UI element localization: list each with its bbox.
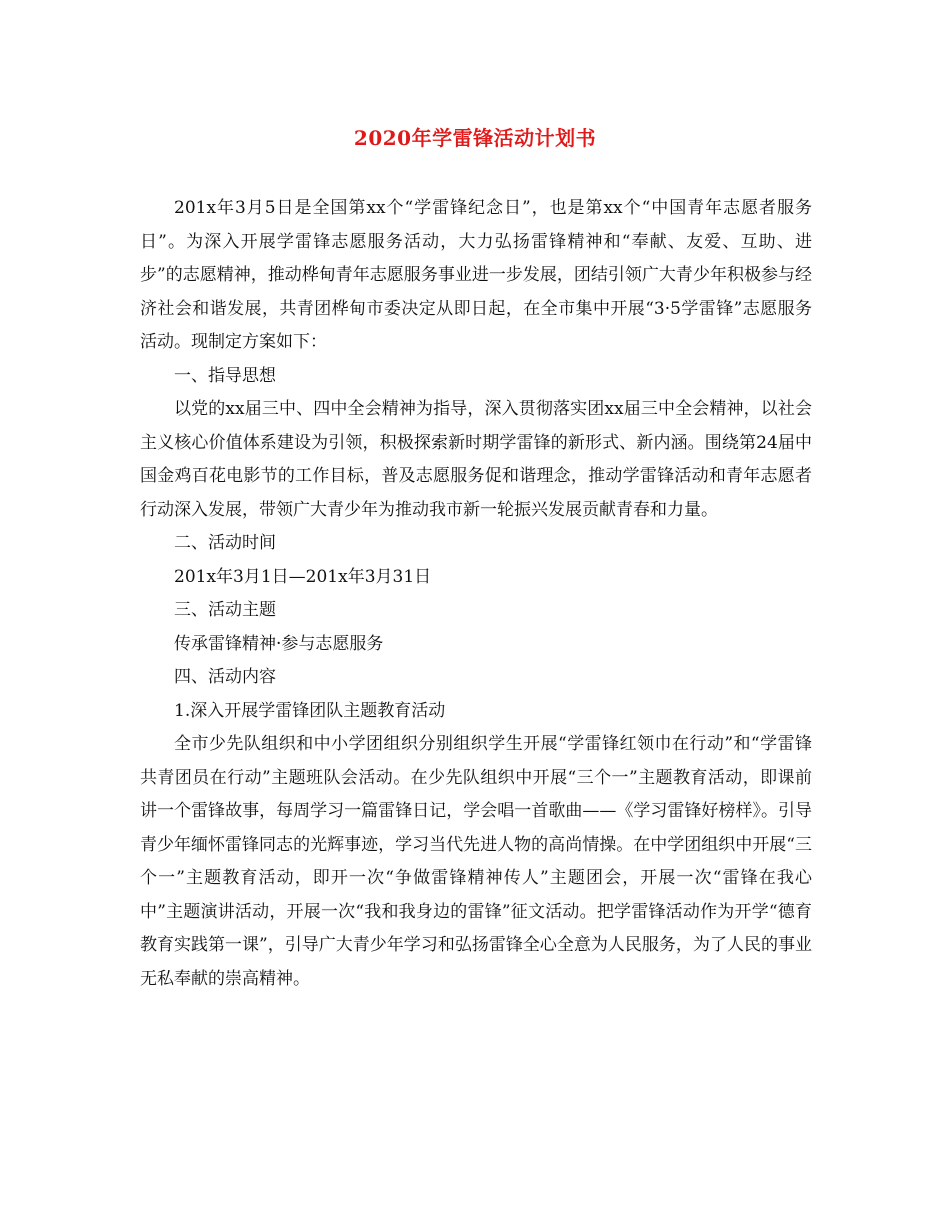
activity-content-paragraph: 全市少先队组织和中小学团组织分别组织学生开展“学雷锋红领巾在行动”和“学雷锋共青团员在行动”主题班队会活动。在少先队组织中开展“三个一”主题教育活动，即课前讲一个雷锋故事，每周学习一篇雷锋日记，学会唱一首歌曲——《学习雷锋好榜样》。引导青少年缅怀雷锋同志的光辉事迹，学习当代先进人物的高尚情操。在中学团组织中开展“三个一”主题教育活动，即开一次“争做雷锋精神传人”主题团会，开展一次“雷锋在我心中”主题演讲活动，开展一次“我和我身边的雷锋”征文活动。把学雷锋活动作为开学“德育教育实践第一课”，引导广大青少年学习和弘扬雷锋全心全意为人民服务，为了人民的事业无私奉献的崇高精神。 [140, 734, 812, 989]
section-heading-activity-content: 四、活动内容 [174, 667, 276, 687]
guiding-ideology-paragraph: 以党的xx届三中、四中全会精神为指导，深入贯彻落实团xx届三中全会精神，以社会主义核心价值体系建设为引领，积极探索新时期学雷锋的新形式、新内涵。围绕第24届中国金鸡百花电影节的工作目标，普及志愿服务促和谐理念，推动学雷锋活动和青年志愿者行动深入发展，带领广大青少年为推动我市新一轮振兴发展贡献青春和力量。 [140, 399, 812, 520]
section-heading-activity-time: 二、活动时间 [174, 533, 276, 553]
section-heading-activity-theme: 三、活动主题 [174, 600, 276, 620]
subsection-heading-1: 1.深入开展学雷锋团队主题教育活动 [174, 700, 446, 721]
activity-time-paragraph: 201x年3月1日—201x年3月31日 [174, 566, 432, 587]
activity-theme-paragraph: 传承雷锋精神·参与志愿服务 [174, 633, 384, 654]
section-heading-guiding-ideology: 一、指导思想 [174, 365, 276, 386]
document-title: 2020年学雷锋活动计划书 [353, 126, 597, 150]
document-body [140, 192, 812, 996]
intro-paragraph: 201x年3月5日是全国第xx个“学雷锋纪念日”，也是第xx个“中国青年志愿者服务日”。为深入开展学雷锋志愿服务活动，大力弘扬雷锋精神和“奉献、友爱、互助、进步”的志愿精神，推动桦甸青年志愿服务事业进一步发展，团结引领广大青少年积极参与经济社会和谐发展，共青团桦甸市委决定从即日起，在全市集中开展“3·5学雷锋”志愿服务活动。现制定方案如下： [140, 198, 812, 352]
